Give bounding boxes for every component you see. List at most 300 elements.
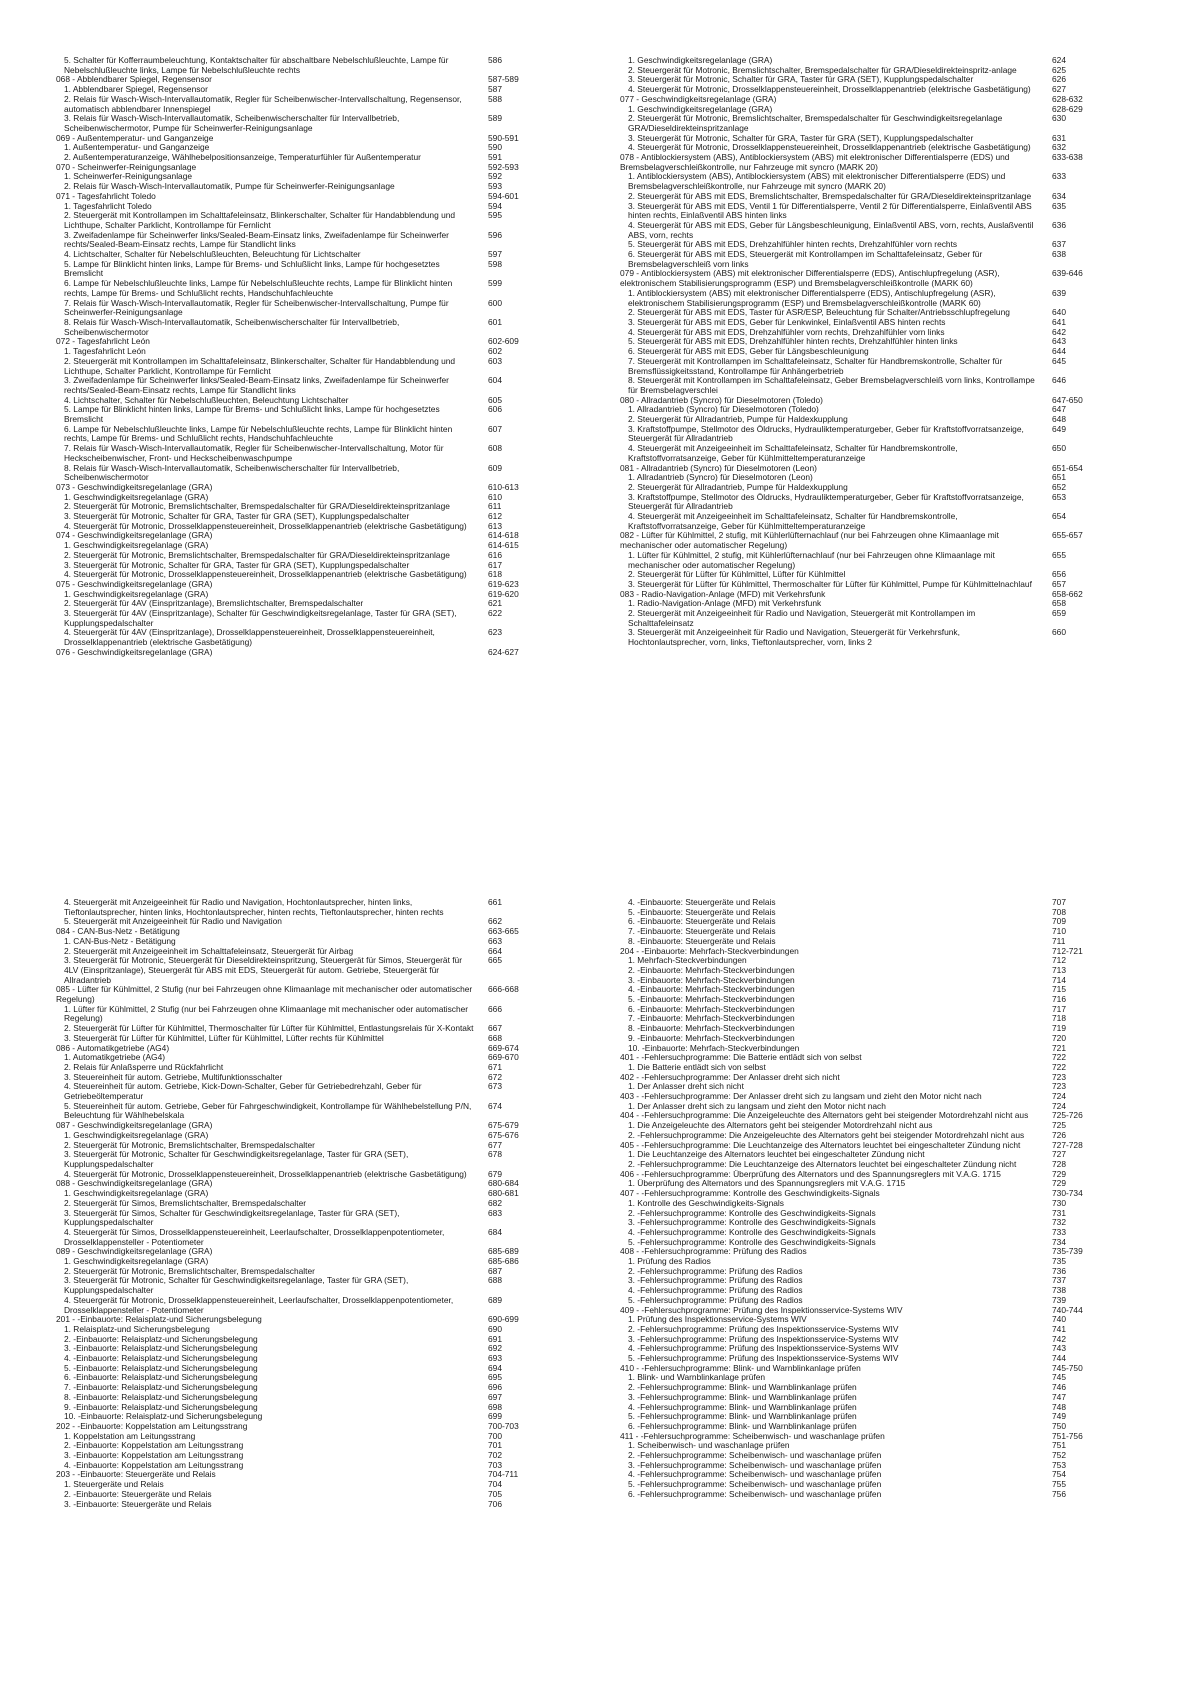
toc-subentry	[620, 425, 1140, 444]
toc-entry-text: 082 - Lüfter für Kühlmittel, 2 stufig, mit Kühlerlüfternachlauf (nur bei Fahrzeugen ohne Klimaanlage mit mechanischer oder automatischer Regelung)	[620, 530, 999, 551]
toc-entry-text: 4. Steuergerät mit Anzeigeeinheit im Schalttafeleinsatz, Schalter für Handbremskontrolle, Kraftstoffvorratsanzeige, Geber für Kühlmitteltemperaturanzeige	[628, 511, 958, 531]
toc-entry-text: 1. Tagesfahrlicht León	[64, 346, 146, 357]
toc-entry-text: 3. Steuergerät für Motronic, Schalter für GRA, Taster für GRA (SET), Kupplungspedalschalter	[628, 132, 974, 143]
toc-entry-text: 2. Steuergerät mit Anzeigeeinheit für Radio und Navigation, Steuergerät mit Kontrollampen im Schalttafeleinsatz	[628, 608, 976, 628]
toc-entry-text: 6. Steuergerät für ABS mit EDS, Geber für Längsbeschleunigung	[628, 346, 869, 357]
toc-page-number: 721	[1052, 1042, 1066, 1053]
toc-page-number: 726	[1052, 1129, 1066, 1140]
toc-page-number: 654	[1052, 511, 1066, 522]
toc-page-number: 644	[1052, 346, 1066, 357]
toc-page-number: 594-601	[488, 190, 519, 201]
toc-page-number: 633	[1052, 171, 1066, 182]
toc-page-number: 626	[1052, 74, 1066, 85]
toc-subentry	[620, 376, 1140, 395]
toc-page-number: 719	[1052, 1023, 1066, 1034]
toc-page-number: 745	[1052, 1372, 1066, 1383]
toc-page-number: 693	[488, 1353, 502, 1364]
toc-entry-text: 4. Steuergerät für ABS mit EDS, Geber für Längsbeschleunigung, Einlaßventil ABS, vorn, rechts, Auslaßventil ABS, vorn, rechts	[628, 219, 1034, 240]
toc-entry-text: 3. -Einbauorte: Mehrfach-Steckverbindungen	[628, 974, 795, 985]
toc-section-entry	[56, 985, 576, 1004]
toc-page-number: 663	[488, 935, 502, 946]
toc-entry-text: 1. Geschwindigkeitsregelanlage (GRA)	[64, 540, 209, 551]
toc-entry-text: 3. Steuergerät für ABS mit EDS, Ventil 1 für Differentialsperre, Ventil 2 für Differentialsperre, Einlaßventil ABS hinten rechts, Einlaßventil ABS hinten links	[628, 200, 1032, 221]
toc-entry-text: 4. -Fehlersuchprogramme: Prüfung des Radios	[628, 1285, 803, 1296]
toc-entry-text: 074 - Geschwindigkeitsregelanlage (GRA)	[56, 530, 213, 541]
toc-column-right	[620, 898, 1140, 1500]
toc-entry-text: 5. Steuergerät für ABS mit EDS, Drehzahlfühler hinten rechts, Drehzahlfühler vorn rechts	[628, 239, 958, 250]
toc-page-number: 603	[488, 355, 502, 366]
toc-section-entry	[56, 648, 576, 658]
toc-entry-text: 1. Geschwindigkeitsregelanlage (GRA)	[64, 588, 209, 599]
toc-page-number: 647	[1052, 404, 1066, 415]
toc-page-number: 667	[488, 1023, 502, 1034]
toc-page-number: 699	[488, 1411, 502, 1422]
toc-page-number: 608	[488, 443, 502, 454]
toc-page-number: 645	[1052, 355, 1066, 366]
toc-page-number: 740	[1052, 1314, 1066, 1325]
toc-page-number: 741	[1052, 1323, 1066, 1334]
toc-entry-text: 8. -Einbauorte: Mehrfach-Steckverbindungen	[628, 1023, 795, 1034]
toc-entry-text: 401 - -Fehlersuchprogramme: Die Batterie entlädt sich von selbst	[620, 1052, 862, 1063]
toc-entry-text: 071 - Tagesfahrlicht Toledo	[56, 190, 156, 201]
toc-entry-text: 204 - -Einbauorte: Mehrfach-Steckverbindungen	[620, 945, 799, 956]
toc-entry-text: 1. Außentemperatur- und Ganganzeige	[64, 142, 210, 153]
toc-entry-text: 407 - -Fehlersuchprogramme: Kontrolle des Geschwindigkeits-Signals	[620, 1188, 880, 1199]
toc-entry-text: 1. Tagesfahrlicht Toledo	[64, 200, 152, 211]
toc-page-number: 735-739	[1052, 1246, 1083, 1257]
toc-entry-text: 3. -Einbauorte: Relaisplatz-und Sicherungsbelegung	[64, 1343, 258, 1354]
toc-subentry	[56, 1228, 576, 1247]
toc-entry-text: 4. -Einbauorte: Relaisplatz-und Sicherungsbelegung	[64, 1353, 258, 1364]
toc-page-number: 716	[1052, 994, 1066, 1005]
toc-entry-text: 201 - -Einbauorte: Relaisplatz-und Sicherungsbelegung	[56, 1314, 262, 1325]
toc-subentry	[620, 444, 1140, 463]
toc-entry-text: 4. -Einbauorte: Koppelstation am Leitungsstrang	[64, 1459, 244, 1470]
toc-page-number: 590-591	[488, 132, 519, 143]
toc-page-number: 669-674	[488, 1042, 519, 1053]
toc-entry-text: 2. Steuergerät für Motronic, Bremslichtschalter, Bremspedalschalter für GRA/Dieseldirekteinspritz-anlage	[628, 64, 1017, 75]
toc-entry-text: 2. Steuergerät für Lüfter für Kühlmittel, Lüfter für Kühlmittel	[628, 569, 846, 580]
toc-entry-text: 4. Steuergerät für Motronic, Drosselklappensteuereinheit, Drosselklappenantrieb (elektrische Gasbetätigung)	[64, 1168, 467, 1179]
toc-subentry	[56, 357, 576, 376]
toc-page-number: 591	[488, 152, 502, 163]
toc-entry-text: 2. Steuergerät für Allradantrieb, Pumpe für Haldexkupplung	[628, 414, 848, 425]
toc-entry-text: 5. -Einbauorte: Mehrfach-Steckverbindungen	[628, 994, 795, 1005]
toc-entry-text: 5. Steuereinheit für autom. Getriebe, Geber für Fahrgeschwindigkeit, Kontrollampe für Wählhebelstellung P/N, Beleuchtung für Wählhebelskala	[64, 1100, 472, 1121]
toc-entry-text: 5. -Fehlersuchprogramme: Scheibenwisch- und waschanlage prüfen	[628, 1479, 882, 1490]
toc-page-number: 682	[488, 1197, 502, 1208]
toc-page-number: 646	[1052, 375, 1066, 386]
toc-entry-text: 2. -Einbauorte: Steuergeräte und Relais	[64, 1488, 212, 1499]
toc-entry-text: 3. Kraftstoffpumpe, Stellmotor des Öldrucks, Hydrauliktemperaturgeber, Geber für Kraftstoffvorratsanzeige, Steuergerät für Allradantrieb	[628, 423, 1024, 444]
toc-subentry	[56, 299, 576, 318]
toc-page-number: 712-721	[1052, 945, 1083, 956]
toc-page-number: 601	[488, 316, 502, 327]
toc-entry-text: 072 - Tagesfahrlicht León	[56, 336, 150, 347]
toc-entry-text: 3. -Einbauorte: Steuergeräte und Relais	[64, 1498, 212, 1509]
toc-page-number: 643	[1052, 336, 1066, 347]
toc-entry-text: 5. -Fehlersuchprogramme: Prüfung des Radios	[628, 1294, 803, 1305]
toc-entry-text: 410 - -Fehlersuchprogramme: Blink- und Warnblinkanlage prüfen	[620, 1362, 861, 1373]
toc-subentry	[56, 231, 576, 250]
toc-page-number: 600	[488, 297, 502, 308]
toc-page-number: 640	[1052, 307, 1066, 318]
toc-subentry	[56, 95, 576, 114]
toc-page-number: 724	[1052, 1091, 1066, 1102]
toc-page-number: 653	[1052, 491, 1066, 502]
toc-subentry	[56, 898, 576, 917]
toc-subentry	[56, 279, 576, 298]
toc-page-number: 651-654	[1052, 462, 1083, 473]
toc-page-number: 594	[488, 200, 502, 211]
toc-entry-text: 1. Der Anlasser dreht sich zu langsam und zieht den Motor nicht nach	[628, 1100, 886, 1111]
toc-page-number: 737	[1052, 1275, 1066, 1286]
toc-page-number: 727	[1052, 1149, 1066, 1160]
toc-subentry	[56, 444, 576, 463]
toc-entry-text: 6. -Fehlersuchprogramme: Scheibenwisch- und waschanlage prüfen	[628, 1488, 882, 1499]
toc-entry-text: 2. -Einbauorte: Relaisplatz-und Sicherungsbelegung	[64, 1333, 258, 1344]
toc-entry-text: 3. -Fehlersuchprogramme: Kontrolle des Geschwindigkeits-Signals	[628, 1217, 876, 1228]
toc-page-number: 602-609	[488, 336, 519, 347]
toc-page-number: 609	[488, 462, 502, 473]
toc-page-number: 704	[488, 1479, 502, 1490]
toc-page-number: 596	[488, 229, 502, 240]
toc-page-number: 639-646	[1052, 268, 1083, 279]
toc-page-number: 641	[1052, 316, 1066, 327]
toc-page-number: 746	[1052, 1382, 1066, 1393]
toc-column-left	[56, 898, 576, 1509]
toc-page-number: 727-728	[1052, 1139, 1083, 1150]
toc-entry-text: 4. -Fehlersuchprogramme: Kontrolle des Geschwindigkeits-Signals	[628, 1226, 876, 1237]
toc-entry-text: 1. Scheinwerfer-Reinigungsanlage	[64, 171, 193, 182]
toc-page-number: 590	[488, 142, 502, 153]
toc-page-number: 650	[1052, 443, 1066, 454]
toc-entry-text: 3. Steuergerät für Lüfter für Kühlmittel, Lüfter für Kühlmittel, Lüfter rechts für Kühlmittel	[64, 1032, 384, 1043]
toc-entry-text: 3. Steuergerät für Motronic, Schalter für GRA, Taster für GRA (SET), Kupplungspedalschalter	[628, 74, 974, 85]
toc-page-number: 636	[1052, 219, 1066, 230]
toc-page-number: 618	[488, 569, 502, 580]
toc-page-number: 690-699	[488, 1314, 519, 1325]
toc-page-number: 597	[488, 249, 502, 260]
toc-entry-text: 1. CAN-Bus-Netz - Betätigung	[64, 935, 176, 946]
toc-entry-text: 1. Automatikgetriebe (AG4)	[64, 1052, 166, 1063]
toc-subentry	[56, 1296, 576, 1315]
toc-page-number: 648	[1052, 414, 1066, 425]
toc-page-number: 700-703	[488, 1420, 519, 1431]
toc-entry-text: 2. -Fehlersuchprogramme: Scheibenwisch- und waschanlage prüfen	[628, 1450, 882, 1461]
toc-subentry	[620, 357, 1140, 376]
toc-entry-text: 4. Steuergerät mit Anzeigeeinheit für Radio und Navigation, Hochtonlautsprecher, hinten links, Tieftonlautsprecher, hinten links, Hochtonlautsprecher, hinten rechts, Tieftonlautsprecher, hinten rechts	[64, 897, 444, 917]
toc-entry-text: 2. Relais für Anlaßsperre und Rückfahrlicht	[64, 1061, 224, 1072]
toc-page-number: 619-620	[488, 588, 519, 599]
toc-subentry	[56, 1082, 576, 1101]
toc-entry-text: 5. -Fehlersuchprogramme: Prüfung des Inspektionsservice-Systems WIV	[628, 1353, 899, 1364]
toc-entry-text: 4. -Fehlersuchprogramme: Scheibenwisch- und waschanlage prüfen	[628, 1469, 882, 1480]
toc-page-number: 631	[1052, 132, 1066, 143]
toc-entry-text: 3. Zweifadenlampe für Scheinwerfer links/Sealed-Beam-Einsatz links, Zweifadenlampe für Scheinwerfer rechts/Sealed-Beam-Einsatz rechts, Lampe für Standlicht links	[64, 229, 449, 250]
toc-entry-text: 4. Steuergerät für Motronic, Drosselklappensteuereinheit, Drosselklappenantrieb (elektrische Gasbetätigung)	[64, 569, 467, 580]
toc-page-number: 725-726	[1052, 1110, 1083, 1121]
toc-entry-text: 4. Steuergerät für Motronic, Drosselklappensteuereinheit, Drosselklappenantrieb (elektrische Gasbetätigung)	[628, 84, 1031, 95]
toc-page-number: 595	[488, 210, 502, 221]
toc-page-number: 610-613	[488, 481, 519, 492]
toc-entry-text: 1. Antiblockiersystem (ABS) mit elektronischer Differentialsperre (EDS), Antischlupfregelung (ASR), elektronischem Stabilisierungsprogramm (ESP) und Bremsbelagverschleißkontrolle (MARK 60)	[628, 287, 996, 308]
toc-subentry	[620, 493, 1140, 512]
toc-page-number: 747	[1052, 1391, 1066, 1402]
toc-section-entry	[620, 531, 1140, 550]
toc-page-number: 592-593	[488, 161, 519, 172]
toc-entry-text: 069 - Außentemperatur- und Ganganzeige	[56, 132, 214, 143]
toc-page-number: 733	[1052, 1226, 1066, 1237]
toc-page-number: 665	[488, 955, 502, 966]
toc-entry-text: 3. Steuergerät für Motronic, Steuergerät für Dieseldirekteinspritzung, Steuergerät für Simos, Steuergerät für 4LV (Einspritzanlage), Steuergerät für ABS mit EDS, Steuergerät für autom. Getriebe, Steuergerät für Allradantrieb	[64, 955, 463, 985]
toc-page-number: 714	[1052, 974, 1066, 985]
toc-page-number: 684	[488, 1226, 502, 1237]
toc-entry-text: 1. Die Batterie entlädt sich von selbst	[628, 1061, 766, 1072]
toc-entry-text: 6. -Einbauorte: Steuergeräte und Relais	[628, 916, 776, 927]
toc-entry-text: 3. -Fehlersuchprogramme: Blink- und Warnblinkanlage prüfen	[628, 1391, 857, 1402]
toc-entry-text: 089 - Geschwindigkeitsregelanlage (GRA)	[56, 1246, 213, 1257]
toc-page-number: 756	[1052, 1488, 1066, 1499]
toc-entry-text: 202 - -Einbauorte: Koppelstation am Leitungsstrang	[56, 1420, 248, 1431]
toc-page-number: 689	[488, 1294, 502, 1305]
toc-entry-text: 3. Steuergerät für Motronic, Schalter für Geschwindigkeitsregelanlage, Taster für GRA (SET), Kupplungspedalschalter	[64, 1275, 409, 1296]
toc-entry-text: 2. Steuergerät für Motronic, Bremslichtschalter, Bremspedalschalter	[64, 1265, 315, 1276]
toc-entry-text: 1. Kontrolle des Geschwindigkeits-Signals	[628, 1197, 784, 1208]
toc-subentry	[56, 464, 576, 483]
toc-entry-text: 2. Steuergerät mit Anzeigeeinheit im Schalttafeleinsatz, Steuergerät für Airbag	[64, 945, 354, 956]
toc-entry-text: 6. Lampe für Nebelschlußleuchte links, Lampe für Nebelschlußleuchte rechts, Lampe für Blinklicht hinten rechts, Lampe für Brems- und Schlußlicht rechts, Handschuhfachleuchte	[64, 423, 453, 444]
toc-entry-text: 1. Allradantrieb (Syncro) für Dieselmotoren (Leon)	[628, 472, 813, 483]
toc-page-number: 740-744	[1052, 1304, 1083, 1315]
toc-entry-text: 3. Steuergerät mit Anzeigeeinheit für Radio und Navigation, Steuergerät für Verkehrsfunk, Hochtonlautsprecher, vorn, links, Tieftonlautsprecher, vorn, links 2	[628, 627, 960, 648]
toc-entry-text: 2. Steuergerät für Motronic, Bremslichtschalter, Bremspedalschalter für GRA/Dieseldirekteinspritzanlage	[64, 549, 450, 560]
toc-page-number: 613	[488, 520, 502, 531]
toc-entry-text: 1. Geschwindigkeitsregelanlage (GRA)	[628, 103, 773, 114]
toc-entry-text: 1. Prüfung des Inspektionsservice-Systems WIV	[628, 1314, 807, 1325]
toc-entry-text: 4. Steuergerät für Simos, Drosselklappensteuereinheit, Leerlaufschalter, Drosselklappenpotentiometer, Drosselklappensteller - Potentiometer	[64, 1226, 445, 1247]
toc-page-number: 722	[1052, 1052, 1066, 1063]
toc-page-number: 732	[1052, 1217, 1066, 1228]
toc-page-number: 655-657	[1052, 530, 1083, 541]
toc-page-number: 735	[1052, 1256, 1066, 1267]
toc-page-number: 688	[488, 1275, 502, 1286]
toc-page-number: 611	[488, 501, 502, 512]
toc-page-number: 614-615	[488, 540, 519, 551]
toc-page-number: 720	[1052, 1032, 1066, 1043]
toc-entry-text: 7. -Einbauorte: Steuergeräte und Relais	[628, 926, 776, 937]
toc-entry-text: 3. Zweifadenlampe für Scheinwerfer links/Sealed-Beam-Einsatz links, Zweifadenlampe für Scheinwerfer rechts/Sealed-Beam-Einsatz rechts, Lampe für Standlicht links	[64, 375, 449, 395]
toc-page-number: 649	[1052, 423, 1066, 434]
toc-page-number: 729	[1052, 1178, 1066, 1189]
toc-page-number: 592	[488, 171, 502, 182]
toc-page-number: 625	[1052, 64, 1066, 75]
toc-entry-text: 1. Steuergeräte und Relais	[64, 1479, 164, 1490]
toc-entry-text: 10. -Einbauorte: Mehrfach-Steckverbindungen	[628, 1042, 800, 1053]
toc-entry-text: 6. Steuergerät für ABS mit EDS, Steuergerät mit Kontrollampen im Schalttafeleinsatz, Geber für Bremsbelagverschleiß vorn links	[628, 249, 983, 269]
toc-entry-text: 5. Schalter für Kofferraumbeleuchtung, Kontaktschalter für abschaltbare Nebelschlußleuchte, Lampe für Nebelschlußleuchte links, Lampe für Nebelschlußleuchte rechts	[64, 55, 449, 75]
toc-page-number: 658-662	[1052, 588, 1083, 599]
toc-entry-text: 7. Relais für Wasch-Wisch-Intervallautomatik, Regler für Scheibenwischer-Intervallschaltung, Motor für Heckscheibenwischer, Front- und Heckscheibenwaschpumpe	[64, 443, 444, 463]
toc-entry-text: 3. Steuergerät für 4AV (Einspritzanlage), Schalter für Geschwindigkeitsregelanlage, Taster für GRA (SET), Kupplungspedalschalter	[64, 608, 457, 628]
toc-entry-text: 9. -Einbauorte: Mehrfach-Steckverbindungen	[628, 1032, 795, 1043]
toc-entry-text: 2. Steuergerät für Motronic, Bremslichtschalter, Bremspedalschalter für GRA/Dieseldirekteinspritzanlage	[64, 501, 450, 512]
toc-page-number: 736	[1052, 1265, 1066, 1276]
toc-page-number: 661	[488, 897, 502, 907]
toc-subentry	[620, 609, 1140, 628]
toc-entry-text: 2. Steuergerät für Simos, Bremslichtschalter, Bremspedalschalter	[64, 1197, 307, 1208]
toc-entry-text: 5. -Einbauorte: Steuergeräte und Relais	[628, 906, 776, 917]
toc-subentry	[56, 211, 576, 230]
toc-entry-text: 1. Geschwindigkeitsregelanlage (GRA)	[64, 491, 209, 502]
toc-entry-text: 409 - -Fehlersuchprogramme: Prüfung des Inspektionsservice-Systems WIV	[620, 1304, 903, 1315]
toc-page-number: 695	[488, 1372, 502, 1383]
toc-page-number: 619-623	[488, 578, 519, 589]
toc-entry-text: 081 - Allradantrieb (Syncro) für Dieselmotoren (Leon)	[620, 462, 817, 473]
toc-entry-text: 073 - Geschwindigkeitsregelanlage (GRA)	[56, 481, 213, 492]
toc-entry-text: 4. -Fehlersuchprogramme: Prüfung des Inspektionsservice-Systems WIV	[628, 1343, 899, 1354]
toc-page-number: 698	[488, 1401, 502, 1412]
toc-entry-text: 6. Lampe für Nebelschlußleuchte links, Lampe für Nebelschlußleuchte rechts, Lampe für Blinklicht hinten rechts, Lampe für Brems- und Schlußlicht rechts, Handschuhfachleuchte	[64, 278, 453, 298]
toc-page-number: 660	[1052, 627, 1066, 638]
toc-entry-text: 1. Geschwindigkeitsregelanlage (GRA)	[628, 55, 773, 65]
toc-subentry	[620, 551, 1140, 570]
toc-page-number: 745-750	[1052, 1362, 1083, 1373]
toc-entry-text: 3. Kraftstoffpumpe, Stellmotor des Öldrucks, Hydrauliktemperaturgeber, Geber für Kraftstoffvorratsanzeige, Steuergerät für Allradantrieb	[628, 491, 1024, 512]
toc-entry-text: 2. Steuergerät für ABS mit EDS, Bremslichtschalter, Bremspedalschalter für GRA/Dieseldirekteinspritzanlage	[628, 190, 1032, 201]
toc-subentry	[56, 376, 576, 395]
toc-entry-text: 1. Lüfter für Kühlmittel, 2 Stufig (nur bei Fahrzeugen ohne Klimaanlage mit mechanischer oder automatischer Regelung)	[64, 1003, 469, 1024]
toc-entry-text: 2. Steuergerät mit Kontrollampen im Schalttafeleinsatz, Blinkerschalter, Schalter für Handabblendung und Lichthupe, Schalter Parklicht, Kontrollampe für Fernlicht	[64, 355, 456, 376]
toc-entry-text: 7. -Einbauorte: Relaisplatz-und Sicherungsbelegung	[64, 1382, 258, 1393]
toc-entry-text: 2. Steuergerät für Allradantrieb, Pumpe für Haldexkupplung	[628, 481, 848, 492]
toc-page-number: 683	[488, 1207, 502, 1218]
toc-page-number: 671	[488, 1061, 502, 1072]
toc-page-number: 642	[1052, 326, 1066, 337]
toc-page-number: 748	[1052, 1401, 1066, 1412]
toc-entry-text: 4. Steuergerät für 4AV (Einspritzanlage), Drosselklappensteuereinheit, Drosselklappensteuereinheit, Drosselklappenantrieb (elektrische Gasbetätigung)	[64, 627, 435, 648]
toc-page-number: 673	[488, 1081, 502, 1092]
toc-entry-text: 083 - Radio-Navigation-Anlage (MFD) mit Verkehrsfunk	[620, 588, 826, 599]
toc-entry-text: 3. -Fehlersuchprogramme: Scheibenwisch- und waschanlage prüfen	[628, 1459, 882, 1470]
toc-page-number: 664	[488, 945, 502, 956]
toc-page-number: 607	[488, 423, 502, 434]
toc-entry-text: 070 - Scheinwerfer-Reinigungsanlage	[56, 161, 197, 172]
toc-page-number: 715	[1052, 984, 1066, 995]
toc-page-number: 731	[1052, 1207, 1066, 1218]
toc-entry-text: 5. Lampe für Blinklicht hinten links, Lampe für Brems- und Schlußlicht links, Lampe für hochgesetztes Bremslicht	[64, 258, 440, 279]
toc-page-number: 724	[1052, 1100, 1066, 1111]
toc-page-number: 680-684	[488, 1178, 519, 1189]
toc-page-number: 599	[488, 278, 502, 289]
toc-page-number: 675-679	[488, 1120, 519, 1131]
toc-page-number: 705	[488, 1488, 502, 1499]
toc-page-number: 624-627	[488, 646, 519, 657]
toc-page-number: 702	[488, 1450, 502, 1461]
toc-page-number: 711	[1052, 935, 1066, 946]
toc-entry-text: 2. -Einbauorte: Mehrfach-Steckverbindungen	[628, 964, 795, 975]
toc-page-number: 657	[1052, 578, 1066, 589]
toc-entry-text: 203 - -Einbauorte: Steuergeräte und Relais	[56, 1469, 216, 1480]
toc-page-number: 718	[1052, 1013, 1066, 1024]
toc-entry-text: 2. Steuergerät für Motronic, Bremslichtschalter, Bremspedalschalter für Geschwindigkeitsregelanlage GRA/Dieseldirekteinspritzanlage	[628, 113, 1003, 133]
toc-subentry	[56, 114, 576, 133]
toc-page-number: 674	[488, 1100, 502, 1111]
toc-entry-text: 405 - -Fehlersuchprogramme: Die Leuchtanzeige des Alternators leuchtet bei eingeschalteter Zündung nicht	[620, 1139, 1021, 1150]
toc-page-number: 729	[1052, 1168, 1066, 1179]
toc-page-number: 602	[488, 346, 502, 357]
toc-page-number: 632	[1052, 142, 1066, 153]
toc-page-number: 598	[488, 258, 502, 269]
toc-page-number: 722	[1052, 1061, 1066, 1072]
toc-entry-text: 1. Allradantrieb (Syncro) für Dieselmotoren (Toledo)	[628, 404, 819, 415]
toc-page-number: 694	[488, 1362, 502, 1373]
toc-entry-text: 3. Steuergerät für ABS mit EDS, Geber für Lenkwinkel, Einlaßventil ABS hinten rechts	[628, 316, 946, 327]
toc-page-number: 751-756	[1052, 1430, 1083, 1441]
toc-entry-text: 402 - -Fehlersuchprogramme: Der Anlasser dreht sich nicht	[620, 1071, 840, 1082]
toc-entry-text: 1. Radio-Navigation-Anlage (MFD) mit Verkehrsfunk	[628, 598, 822, 609]
toc-subentry	[56, 425, 576, 444]
toc-entry-text: 8. -Einbauorte: Relaisplatz-und Sicherungsbelegung	[64, 1391, 258, 1402]
toc-page-number: 677	[488, 1139, 502, 1150]
toc-subentry	[56, 1209, 576, 1228]
toc-entry-text: 1. Geschwindigkeitsregelanlage (GRA)	[64, 1256, 209, 1267]
toc-page-number: 672	[488, 1071, 502, 1082]
toc-page-number: 621	[488, 598, 502, 609]
toc-entry-text: 408 - -Fehlersuchprogramme: Prüfung des Radios	[620, 1246, 807, 1257]
toc-entry-text: 3. Steuereinheit für autom. Getriebe, Multifunktionsschalter	[64, 1071, 283, 1082]
toc-entry-text: 3. Steuergerät für Motronic, Schalter für Geschwindigkeitsregelanlage, Taster für GRA (SET), Kupplungspedalschalter	[64, 1149, 409, 1169]
toc-page-number: 587-589	[488, 74, 519, 85]
toc-entry-text: 3. -Fehlersuchprogramme: Prüfung des Inspektionsservice-Systems WIV	[628, 1333, 899, 1344]
toc-subentry	[620, 221, 1140, 240]
toc-page-number: 612	[488, 511, 502, 522]
toc-page-number: 586	[488, 55, 502, 65]
toc-page-number: 651	[1052, 472, 1066, 483]
toc-page-number: 588	[488, 93, 502, 104]
toc-entry-text: 3. Steuergerät für Motronic, Schalter für GRA, Taster für GRA (SET), Kupplungspedalschalter	[64, 511, 410, 522]
toc-entry-text: 2. Steuergerät für Lüfter für Kühlmittel, Thermoschalter für Lüfter für Kühlmittel, Entlastungsrelais für X-Kontakt	[64, 1023, 474, 1034]
toc-entry-text: 4. Steuergerät für ABS mit EDS, Drehzahlfühler vorn rechts, Drehzahlfühler vorn links	[628, 326, 945, 337]
toc-page-number: 728	[1052, 1158, 1066, 1169]
toc-subentry	[56, 628, 576, 647]
toc-entry-text: 084 - CAN-Bus-Netz - Betätigung	[56, 926, 180, 937]
toc-page-number: 704-711	[488, 1469, 519, 1480]
toc-entry-text: 079 - Antiblockiersystem (ABS) mit elektronischer Differentialsperre (EDS), Antischlupfregelung (ASR), elektronischem Stabilisierungsprogramm (ESP) und Bremsbelagverschleißkontrolle (MARK 60)	[620, 268, 1000, 289]
toc-entry-text: 3. Relais für Wasch-Wisch-Intervallautomatik, Scheibenwischerschalter für Intervallbetrieb, Scheibenwischermotor, Pumpe für Scheinwerfer-Reinigungsanlage	[64, 113, 400, 133]
toc-entry-text: 3. -Einbauorte: Koppelstation am Leitungsstrang	[64, 1450, 244, 1461]
toc-subentry	[620, 628, 1140, 647]
toc-subentry	[56, 1102, 576, 1121]
toc-entry-text: 6. -Einbauorte: Mehrfach-Steckverbindungen	[628, 1003, 795, 1014]
toc-entry-text: 2. Steuergerät für Motronic, Bremslichtschalter, Bremspedalschalter	[64, 1139, 315, 1150]
toc-entry-text: 078 - Antiblockiersystem (ABS), Antiblockiersystem (ABS) mit elektronischer Differentialsperre (EDS) und Bremsbelagverschleißkontrolle, nur Fahrzeuge mit syncro (MARK 20)	[620, 152, 1010, 172]
toc-entry-text: 2. -Fehlersuchprogramme: Blink- und Warnblinkanlage prüfen	[628, 1382, 857, 1393]
toc-entry-text: 2. -Fehlersuchprogramme: Prüfung des Radios	[628, 1265, 803, 1276]
toc-page-number: 692	[488, 1343, 502, 1354]
toc-entry-text: 1. Koppelstation am Leitungsstrang	[64, 1430, 196, 1441]
toc-entry-text: 406 - -Fehlersuchprogramme: Überprüfung des Alternators und des Spannungsreglers mit V.A.G. 1715	[620, 1168, 1001, 1179]
toc-entry-text: 1. Der Anlasser dreht sich nicht	[628, 1081, 744, 1092]
toc-entry-text: 085 - Lüfter für Kühlmittel, 2 Stufig (nur bei Fahrzeugen ohne Klimaanlage mit mechanischer oder automatischer Regelung)	[56, 984, 473, 1005]
toc-entry-text: 1. Prüfung des Radios	[628, 1256, 711, 1267]
toc-page-number: 749	[1052, 1411, 1066, 1422]
toc-entry-text: 6. -Einbauorte: Relaisplatz-und Sicherungsbelegung	[64, 1372, 258, 1383]
toc-page-number: 610	[488, 491, 502, 502]
toc-page-number: 638	[1052, 249, 1066, 260]
toc-page-number: 678	[488, 1149, 502, 1160]
toc-entry-text: 6. -Fehlersuchprogramme: Blink- und Warnblinkanlage prüfen	[628, 1420, 857, 1431]
